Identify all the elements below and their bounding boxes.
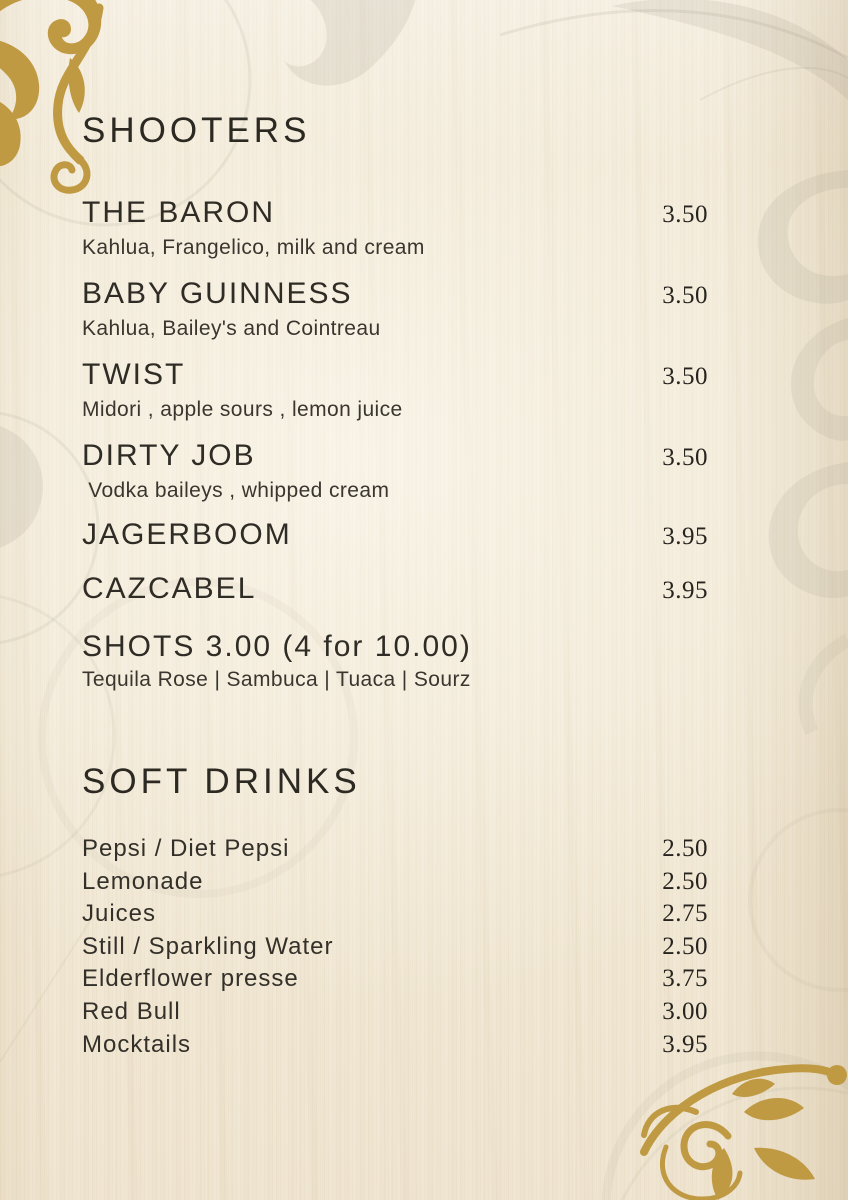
menu-item-name: DIRTY JOB (82, 439, 256, 472)
soft-drink-price: 3.95 (662, 1030, 708, 1058)
soft-drink-name: Pepsi / Diet Pepsi (82, 835, 290, 862)
soft-drink-name: Lemonade (82, 867, 204, 895)
soft-drink-row (82, 833, 708, 866)
soft-drink-row (82, 898, 708, 931)
soft-drink-row (82, 931, 708, 964)
menu-item-name: CAZCABEL (82, 572, 257, 605)
menu-item-price: 3.95 (662, 523, 708, 550)
soft-drink-price: 3.00 (662, 997, 708, 1025)
menu-item-description: Kahlua, Frangelico, milk and cream (82, 236, 425, 259)
menu-item-description: Vodka baileys , whipped cream (82, 479, 390, 502)
menu-item-description: Midori , apple sours , lemon juice (82, 398, 403, 421)
section-shooters (82, 110, 708, 693)
menu-item-description: Kahlua, Bailey's and Cointreau (82, 317, 381, 340)
soft-drink-price: 2.75 (662, 900, 708, 928)
menu-item (82, 277, 708, 342)
menu-item (82, 518, 708, 554)
soft-drink-price: 3.75 (662, 965, 708, 993)
menu-item-price: 3.50 (662, 201, 708, 228)
menu-item-name: TWIST (82, 358, 186, 391)
shots-offer-options: Tequila Rose | Sambuca | Tuaca | Sourz (82, 668, 471, 691)
soft-drink-price: 2.50 (662, 835, 708, 862)
soft-drink-row (82, 866, 708, 899)
menu-item-name: JAGERBOOM (82, 518, 292, 551)
gold-flourish-bottom-right-icon (636, 1050, 848, 1200)
soft-drink-price: 2.50 (662, 867, 708, 895)
menu-item-name: THE BARON (82, 196, 276, 229)
soft-drink-name: Juices (82, 900, 157, 928)
menu-item (82, 572, 708, 608)
soft-drink-row (82, 1029, 708, 1062)
shots-offer-title: SHOTS 3.00 (4 for 10.00) (82, 630, 472, 663)
menu-content (82, 110, 708, 1061)
menu-item (82, 196, 708, 261)
menu-item-name: BABY GUINNESS (82, 277, 353, 310)
soft-drink-row (82, 996, 708, 1029)
shooters-section-title: SHOOTERS (82, 111, 311, 150)
soft-drink-name: Red Bull (82, 997, 181, 1025)
soft-drinks-list (82, 833, 708, 1061)
section-soft-drinks (82, 761, 708, 1061)
menu-item-price: 3.50 (662, 363, 708, 390)
menu-item-price: 3.50 (662, 282, 708, 309)
menu-item-price: 3.50 (662, 444, 708, 471)
shots-offer (82, 630, 708, 693)
soft-drink-row (82, 963, 708, 996)
soft-drink-price: 2.50 (662, 932, 708, 960)
soft-drink-name: Mocktails (82, 1030, 192, 1058)
soft-drink-name: Still / Sparkling Water (82, 932, 334, 960)
menu-item (82, 439, 708, 504)
menu-item-price: 3.95 (662, 577, 708, 604)
soft-drink-name: Elderflower presse (82, 965, 299, 993)
soft-drinks-section-title: SOFT DRINKS (82, 762, 361, 801)
menu-item (82, 358, 708, 423)
